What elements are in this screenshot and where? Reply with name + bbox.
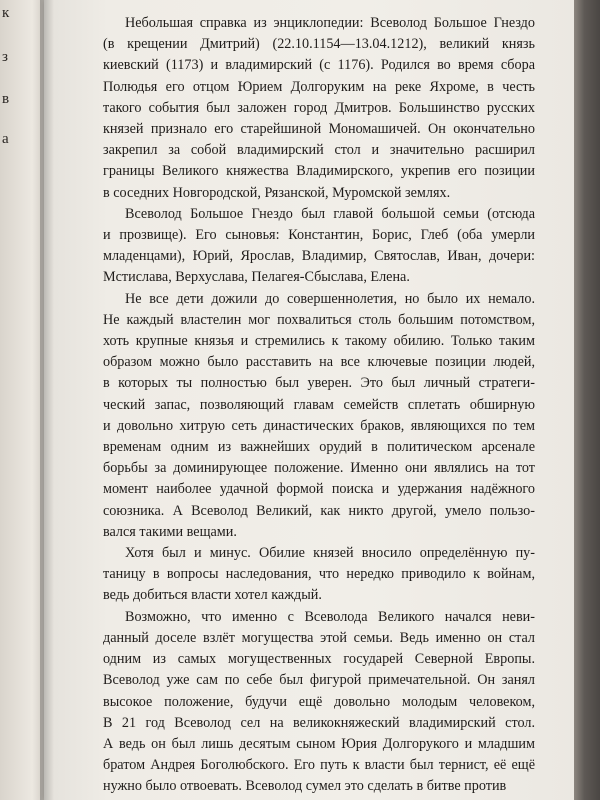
paragraph [103,607,535,798]
text-line: Не каждый властелин мог похвалиться столь большим потомством, [103,311,535,328]
text-line: Полюдья его отцом Юрием Долгоруким на реке Яхроме, в честь [103,78,535,95]
text-line: союзника. А Всеволод Великий, как никто другой, умело пользо- [103,502,535,519]
text-line: закрепил за собой владимирский стол и значительно расширил [103,142,535,159]
page-fragment: а [2,131,9,147]
text-line: нужно было отвоевать. Всеволод сумел это сделать в битве против [103,778,507,795]
text-line: Мстислава, Верхуслава, Пелагея-Сбыслава, Елена. [103,269,410,286]
page-gutter-shadow [40,0,54,800]
text-line: и прозвище). Его сыновья: Константин, Борис, Глеб (оба умерли [103,227,535,244]
text-line: высокое положение, будучи ещё довольно молодым человеком, [103,693,535,710]
text-line: борьбы за доминирующее положение. Именно они являлись на тот [103,460,535,477]
text-line: вался такими вещами. [103,523,237,540]
paragraph [103,543,535,607]
page-stack-edge [574,0,600,800]
page-fragment: к [2,5,10,21]
text-line: князей признало его старейшиной Мономашичей. Он окончательно [103,121,535,138]
text-line: Всеволод Большое Гнездо был главой большой семьи (отсюда [125,205,535,222]
text-line: момент наиболее удачной формой поиска и удержания надёжного [103,481,535,498]
text-line: Не все дети дожили до совершеннолетия, но было их немало. [125,290,535,307]
text-line: ческий запас, позволяющий главам семейств сплетать обширную [103,396,535,413]
text-line: (в крещении Дмитрий) (22.10.1154—13.04.1212), великий князь [103,36,535,53]
text-line: одним из самых могущественных государей Северной Европы. [103,651,535,668]
text-line: границы Великого княжества Владимирского, укрепив его позиции [103,163,535,180]
text-line: в которых ты полностью был уверен. Это был личный стратеги- [103,375,535,392]
text-line: ведь добиться власти хотел каждый. [103,587,322,604]
text-line: такого события был заложен город Дмитров. Большинство русских [103,99,535,116]
text-line: временам одним из важнейших орудий в политическом арсенале [103,439,535,456]
text-line: А ведь он был лишь десятым сыном Юрия Долгорукого и младшим [103,735,535,752]
text-line: киевский (1173) и владимирский (с 1176). Родился во время сбора [103,57,535,74]
paragraph [103,13,535,204]
text-line: Всеволод уже сам по себе был фигурой примечательной. Он занял [103,672,535,689]
text-line: образом можно было расставить на все ключевые позиции людей, [103,354,535,371]
page-fragment: в [2,91,10,107]
text-line: В 21 год Всеволод сел на великокняжеский владимирский стол. [103,714,535,731]
text-line: Возможно, что именно с Всеволода Великого начался неви- [125,608,535,625]
page-fragment: з [2,49,8,65]
text-line: таницу в вопросы наследования, что нередко приводило к войнам, [103,566,535,583]
text-line: в соседних Новгородской, Рязанской, Муромской землях. [103,184,451,201]
text-line: братом Андрея Боголюбского. Его путь к власти был тернист, её ещё [103,757,535,774]
text-line: данный доселе взлёт могущества этой семьи. Ведь именно он стал [103,629,535,646]
text-line: и довольно хитрую сеть династических браков, являющихся по тем [103,417,535,434]
text-line: младенцами), Юрий, Ярослав, Владимир, Святослав, Иван, дочери: [103,248,535,265]
text-line: Хотя был и минус. Обилие князей вносило определённую пу- [125,545,535,562]
page-text [103,13,535,798]
text-line: хоть крупные князья и стремились к такому обилию. Только таким [103,333,535,350]
paragraph [103,289,535,543]
paragraph [103,204,535,289]
text-line: Небольшая справка из энциклопедии: Всеволод Большое Гнездо [125,15,535,31]
